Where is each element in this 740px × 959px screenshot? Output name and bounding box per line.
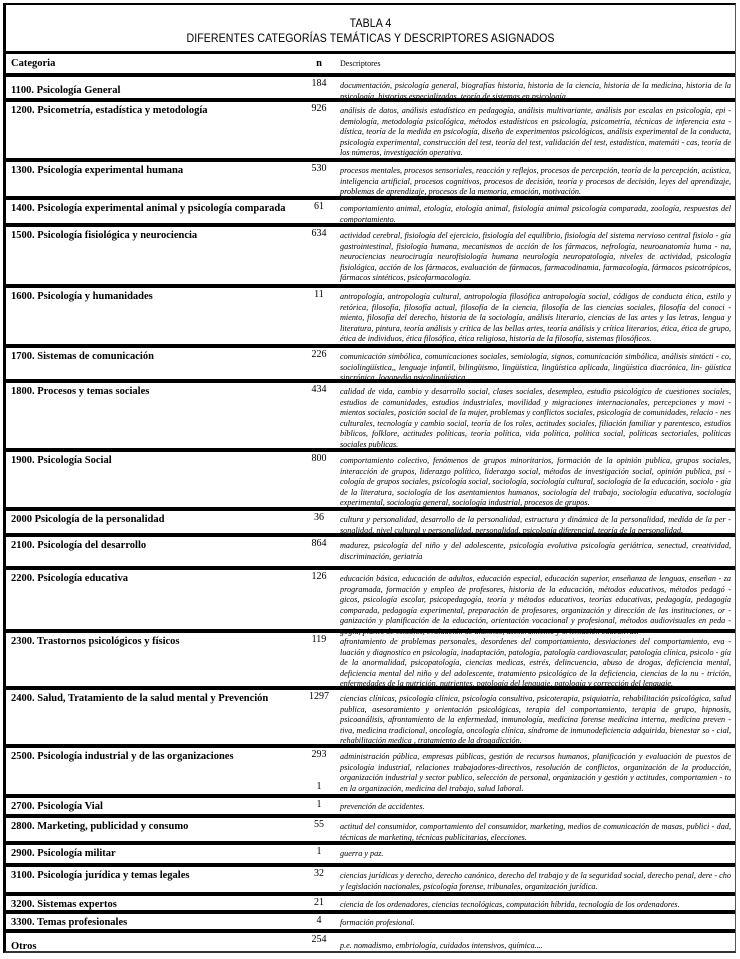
count-cell (304, 162, 334, 196)
count-value: 634 (311, 228, 327, 239)
table-body (6, 73, 735, 955)
table-row (6, 158, 735, 196)
category-cell: 2100. Psicología del desarrollo (11, 540, 147, 551)
count-cell (304, 914, 334, 929)
descriptors-cell: antropología, antropología cultural, antropología filosófica antropología social, códigos de conducta ética, estilo y retórica, filosofía, filosofía actual, filosofía de la ciencia, filosofía de las ciencias sociales, filosofía del conoci - miento, filosofía del derecho, historia de la sociología, análisis literario, ciencias de las artes y las letras, lengua y literatura, pintura, teoría análisis y crítica de las bellas artes, teoría análisis y crítica literarios, ética, ética de grupo, ética de individuos, ética filosófica, ética religiosa, historia de la filosofía, sistemas filosóficos. (340, 292, 731, 343)
count-value: 1 (316, 846, 322, 857)
descriptors-cell: comunicación simbólica, comunicaciones sociales, semiología, signos, comunicación simbólica, análisis sintácti - co, sociolingüística,, lenguaje infantil, bilingüismo, lingüística, lingüística aplicada, lingüística diacrónica, lin- güística sincrónica, logopedia psicolingüística. (340, 352, 731, 382)
category-cell: 2300. Trastornos psicológicos y físicos (11, 636, 180, 647)
table-frame (3, 3, 736, 953)
descriptors-cell: prevención de accidentes. (340, 802, 425, 811)
table-row (6, 814, 735, 841)
column-header-category: Categoria (11, 58, 56, 69)
count-cell (304, 633, 334, 686)
count-value: 293 (311, 749, 327, 760)
category-cell: 3200. Sistemas expertos (11, 899, 117, 910)
count-value: 21 (314, 897, 324, 908)
table-row (6, 744, 735, 794)
category-cell: Otros (11, 941, 37, 952)
count-cell (304, 690, 334, 744)
count-cell (304, 102, 334, 158)
descriptors-cell: actitud del consumidor, comportamiento del consumidor, marketing, medios de comunicación de masas, publici - dad, técnicas de marketing, técnicas publicitarias, elecciones. (340, 822, 731, 842)
table-row (6, 629, 735, 686)
category-cell: 1100. Psicología General (11, 85, 121, 96)
category-cell: 2000 Psicología de la personalidad (11, 514, 165, 525)
descriptors-cell: afrontamiento de problemas personales, desordenes del comportamiento, desviaciones del comportamiento, eva - luación y diagnostico en psicología, inadaptación, patología, patología cardiovascular, patología clínica, psicolo - gía de la anormalidad, psicopatología, ciencias medicas, estrés, delincuencia, abuso de drogas, deficiencia mental, deficiencia mental del niño y del adolescente, tratamiento psicológico de la deficiencia, ciencias de la nu - trición, enfermedades de la nutrición, nutrientes, patología del lenguaje, patología y corrección del lenguaje. (340, 637, 731, 688)
descriptors-cell: p.e. nomadismo, embriología, cuidados intensivos, química.... (340, 941, 543, 950)
count-value: 36 (314, 512, 324, 523)
descriptors-cell: ciencias jurídicas y derecho, derecho canónico, derecho del trabajo y de la seguridad social, derecho penal, dere - cho y legislación nacionales, psicología forense, tribunales, organización jurídica. (340, 871, 731, 891)
table-row (6, 533, 735, 566)
count-cell (304, 818, 334, 841)
table-number: TABLA 4 (349, 18, 392, 30)
table-row (6, 863, 735, 892)
count-cell (304, 748, 334, 794)
table-row (6, 344, 735, 382)
count-cell (304, 537, 334, 566)
descriptors-cell: procesos mentales, procesos sensoriales, reacción y reflejos, procesos de percepción, teoría de la percepción, acústica, inteligencia artificial, procesos cognitivos, procesos de decisión, teoría y procesos de decisión, leyes del aprendizaje, problemas de aprendizaje, procesos de la memoria, emoción, motivación. (340, 166, 731, 196)
descriptors-cell: formación profesional. (340, 918, 415, 927)
descriptors-cell: educación básica, educación de adultos, educación especial, educación superior, enseñanza de lenguas, enseñan - za programada, formación y empleo de profesores, historia de la educación, métodos educativos, métodos pedagó - gicos, psicología escolar, psicopedagogía, teoría y métodos educativos, teorías educativas, pedagogía, pedagogía comparada, pedagogía experimental, preparación de profesores, organización y dirección de las instituciones, or - ganización y planificación de la educación, orientación vocacional y profesional, métodos audiovisuales en peda - gogía, planes de estudios, evaluación de alumnos, asesoramiento y orientación educativas. (340, 574, 731, 636)
table-row (6, 284, 735, 344)
count-cell (304, 227, 334, 284)
descriptors-cell: documentación, psicología general, biografías historia, historia de la ciencia, historia de la medicina, historia de la psicología, historias especializadas, teoría de sistemas en psicología. (340, 81, 731, 101)
count-value: 126 (311, 571, 327, 582)
table-row (6, 929, 735, 955)
table-row (6, 892, 735, 910)
descriptors-cell: guerra y paz. (340, 849, 384, 858)
table-row (6, 686, 735, 744)
table-row (6, 507, 735, 533)
count-value: 530 (311, 163, 327, 174)
table-row (6, 566, 735, 636)
category-cell: 3300. Temas profesionales (11, 917, 128, 928)
count-value: 254 (311, 934, 327, 945)
count-value: 434 (311, 384, 327, 395)
descriptors-cell: ciencia de los ordenadores, ciencias tecnológicas, computación híbrida, tecnología de los ordenadores. (340, 900, 680, 909)
count-cell (304, 798, 334, 814)
category-cell: 2700. Psicología Vial (11, 801, 103, 812)
count-cell (304, 288, 334, 344)
count-value: 800 (311, 453, 327, 464)
table-row (6, 448, 735, 507)
descriptors-cell: calidad de vida, cambio y desarrollo social, clases sociales, desempleo, estudio psicológico de cuestiones sociales, estudios de comunidades, estudios industriales, movilidad y migraciones internacionales, percepciones y movi - mientos sociales, posición social de la mujer, problemas y conflictos sociales, psicología de comunidades, relacio - nes culturales, tecnología y cambio social, teoría de los roles, actitudes sociales, filiación familiar y parentesco, estudios bíblicos, folklore, actitudes políticas, teoría política, vida política, política social, políticas sectoriales, políticas sociales publicas. (340, 387, 731, 449)
count-cell (304, 383, 334, 448)
table-row (6, 379, 735, 448)
count-value: 61 (314, 201, 324, 212)
category-cell: 1700. Sistemas de comunicación (11, 351, 154, 362)
count-value: 11 (314, 289, 324, 300)
count-cell (304, 200, 334, 223)
count-value: 1297 (309, 691, 329, 702)
count-value: 4 (316, 915, 322, 926)
descriptors-cell: análisis de datos, análisis estadístico en pedagogía, análisis multivariante, análisis por escalas en psicología, epi - demiología, metodología psicológica, métodos estadísticos en psicología, psicometría, técnicas de inferencia esta - dística, teoría de la medida en psicología, diseño de experimentos psicológicos, análisis experimental de la conducta, psicología experimental, construcción del test, teoría del test, validación del test, estadística, matemáti - cas, teoría de los números, investigación operativa. (340, 106, 731, 157)
category-cell: 2400. Salud, Tratamiento de la salud mental y Prevención (11, 693, 269, 704)
category-cell: 1300. Psicología experimental humana (11, 165, 184, 176)
count-secondary-value: 1 (316, 781, 322, 792)
table-row (6, 98, 735, 158)
table-row (6, 841, 735, 863)
count-value: 226 (311, 349, 327, 360)
table-row (6, 223, 735, 284)
descriptors-cell: comportamiento animal, etología, etología animal, fisiología animal psicología comparada, zoología, respuestas del comportamiento. (340, 204, 731, 224)
count-value: 864 (311, 538, 327, 549)
category-cell: 2800. Marketing, publicidad y consumo (11, 821, 189, 832)
category-cell: 1400. Psicología experimental animal y psicología comparada (11, 203, 286, 214)
table-row (6, 910, 735, 929)
column-header-descriptors: Descriptores (340, 59, 381, 68)
count-cell (304, 77, 334, 98)
count-cell (304, 511, 334, 533)
category-cell: 2900. Psicología militar (11, 848, 116, 859)
count-value: 119 (311, 634, 327, 645)
category-cell: 2500. Psicología industrial y de las organizaciones (11, 751, 234, 762)
count-cell (304, 933, 334, 955)
column-header-n: n (316, 58, 322, 69)
category-cell: 1900. Psicología Social (11, 455, 112, 466)
table-row (6, 794, 735, 814)
count-value: 55 (314, 819, 324, 830)
count-cell (304, 896, 334, 910)
table-caption: DIFERENTES CATEGORÍAS TEMÁTICAS Y DESCRIPTORES ASIGNADOS (186, 33, 555, 45)
count-value: 32 (314, 868, 324, 879)
category-cell: 2200. Psicología educativa (11, 573, 128, 584)
descriptors-cell: comportamiento colectivo, fenómenos de grupos minoritarios, formación de la opinión publica, grupos sociales, interacción de grupos, liderazgo político, liderazgo social, métodos de investigación social, opinión publica, psi - cología de grupos sociales, psicología social, sociología, sociología cultural, sociología de la educación, sociolo - gía de la literatura, sociología de los asentamientos humanos, sociología del trabajo, sociología educativa, sociología experimental, sociología general, sociología industrial, procesos de grupos. (340, 456, 731, 507)
count-cell (304, 867, 334, 892)
column-header-row (6, 51, 735, 73)
table-row (6, 73, 735, 101)
descriptors-cell: madurez, psicología del niño y del adolescente, psicología evolutiva psicología geriátrica, senectud, creatividad, discriminación, geriatría (340, 541, 731, 561)
descriptors-cell: actividad cerebral, fisiología del ejercicio, fisiología del equilibrio, fisiología del sistema nervioso central fisiolo - gía gastrointestinal, fisiología humana, mecanismos de acción de los fármacos, nefrología, neuroanatomía huma - na, neurociencias neurocirugía neurofisiología humana neurología neuropatología, niveles de actividad, psicología fisiológica, acción de los fármacos, evaluación de fármacos, farmacodinamia, farmacología, fármacos psicotrópicos, fármacos sintéticos, psicofarmacología. (340, 231, 731, 282)
count-cell (304, 845, 334, 863)
category-cell: 1600. Psicología y humanidades (11, 291, 153, 302)
descriptors-cell: administración pública, empresas públicas, gestión de recursos humanos, planificación y evaluación de puestos de psicología industrial, relaciones trabajadores-directivos, resolución de conflictos, organización de la producción, organización industrial y sector publico, selección de personal, organización y gestión y actitudes, comportamien - to en la organización, medicina del trabajo, salud laboral. (340, 752, 731, 793)
count-cell (304, 348, 334, 379)
count-value: 1 (316, 799, 322, 810)
category-cell: 1800. Procesos y temas sociales (11, 386, 150, 397)
category-cell: 1200. Psicometría, estadística y metodología (11, 105, 208, 116)
count-cell (304, 452, 334, 507)
count-cell (304, 570, 334, 629)
table-row (6, 196, 735, 223)
category-cell: 3100. Psicología jurídica y temas legales (11, 870, 190, 881)
count-value: 926 (311, 103, 327, 114)
table-title (35, 5, 706, 51)
count-value: 184 (311, 78, 327, 89)
descriptors-cell: ciencias clínicas, psicología clínica, psicología consultiva, psicoterapia, psiquiatría, rehabilitación psicológica, salud publica, asesoramiento y orientación psicológicas, terapia del comportamiento, terapia de grupo, hipnosis, psicoanálisis, afrontamiento de la enfermedad, inmunología, medicina forense medicina interna, medicina preven - tiva, medicina tradicional, oncología, oncología clínica, síndrome de inmunodeficiencia adquirida, bienestar so - cial, rehabilitación medica , tratamiento de la drogadicción. (340, 694, 731, 745)
category-cell: 1500. Psicología fisiológica y neurociencia (11, 230, 198, 241)
descriptors-cell: cultura y personalidad, desarrollo de la personalidad, estructura y dinámica de la personalidad, medida de la per - sonalidad, nivel cultural y personalidad, personalidad, psicología diferencial, teoría de la personalidad. (340, 515, 731, 535)
